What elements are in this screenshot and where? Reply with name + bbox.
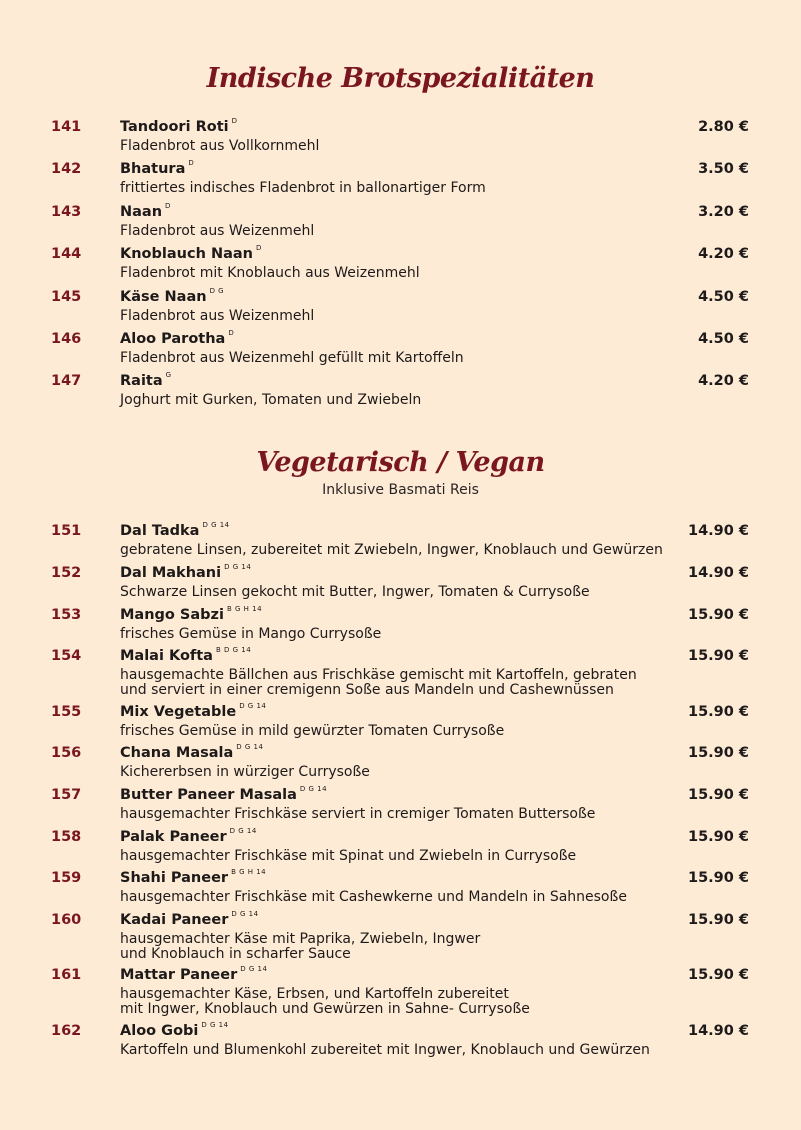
allergen-codes: D G 14 [202, 521, 230, 529]
item-price: 3.50 € [698, 161, 749, 177]
item-name-text: Aloo Gobi [120, 1023, 199, 1039]
item-price: 4.20 € [698, 373, 749, 389]
item-name [120, 246, 262, 262]
item-description: hausgemachter Käse mit Paprika, Zwiebeln, Ingwer und Knoblauch in scharfer Sauce [120, 931, 481, 962]
allergen-codes: B G H 14 [226, 605, 263, 613]
item-number: 155 [51, 704, 82, 720]
item-description: Joghurt mit Gurken, Tomaten und Zwiebeln [120, 392, 422, 408]
item-number: 144 [51, 246, 82, 262]
item-description: Fladenbrot aus Vollkornmehl [120, 138, 320, 154]
item-name [120, 870, 266, 886]
item-name [120, 161, 194, 177]
item-description: Fladenbrot aus Weizenmehl [120, 308, 315, 324]
item-name [120, 745, 263, 761]
item-number: 161 [51, 967, 82, 983]
allergen-codes: G [165, 371, 172, 379]
item-number: 156 [51, 745, 82, 761]
item-price: 15.90 € [687, 745, 749, 761]
item-price: 4.20 € [698, 246, 749, 262]
item-description: frisches Gemüse in Mango Currysoße [120, 626, 382, 642]
item-name-text: Naan [120, 204, 163, 220]
section-title-vegetarian: Vegetarisch / Vegan [256, 447, 545, 478]
item-description: frittiertes indisches Fladenbrot in ballonartiger Form [120, 180, 486, 196]
item-price: 2.80 € [698, 119, 749, 135]
item-price: 15.90 € [687, 787, 749, 803]
item-name-text: Raita [120, 373, 163, 389]
item-number: 141 [51, 119, 82, 135]
item-name [120, 1023, 229, 1039]
item-description: hausgemachter Frischkäse serviert in cremiger Tomaten Buttersoße [120, 806, 596, 822]
allergen-codes: D G 14 [224, 563, 252, 571]
item-price: 15.90 € [687, 829, 749, 845]
item-number: 151 [51, 523, 82, 539]
item-number: 145 [51, 289, 82, 305]
item-price: 14.90 € [687, 1023, 749, 1039]
allergen-codes: B D G 14 [215, 646, 252, 654]
section-title-bread: Indische Brotspezialitäten [206, 63, 595, 94]
item-price: 15.90 € [687, 648, 749, 664]
item-name-text: Mattar Paneer [120, 967, 238, 983]
item-name-text: Dal Makhani [120, 565, 222, 581]
item-description: Fladenbrot mit Knoblauch aus Weizenmehl [120, 265, 420, 281]
item-price: 15.90 € [687, 912, 749, 928]
item-name-text: Chana Masala [120, 745, 234, 761]
item-number: 162 [51, 1023, 82, 1039]
item-name [120, 565, 251, 581]
allergen-codes: D G 14 [201, 1021, 229, 1029]
item-description: Kichererbsen in würziger Currysoße [120, 764, 370, 780]
item-number: 146 [51, 331, 82, 347]
item-number: 147 [51, 373, 82, 389]
allergen-codes: D G [209, 287, 225, 295]
allergen-codes: D G 14 [299, 785, 328, 793]
item-number: 153 [51, 607, 82, 623]
item-name-text: Käse Naan [120, 289, 207, 305]
item-price: 3.20 € [698, 204, 749, 220]
item-name [120, 204, 171, 220]
item-price: 15.90 € [687, 704, 749, 720]
item-description: frisches Gemüse in mild gewürzter Tomaten Currysoße [120, 723, 505, 739]
section-subtitle: Inklusive Basmati Reis [322, 482, 479, 498]
item-number: 143 [51, 204, 82, 220]
item-price: 4.50 € [698, 331, 749, 347]
item-description: hausgemachte Bällchen aus Frischkäse gemischt mit Kartoffeln, gebraten und serviert in einer cremigenn Soße aus Mandeln und Cashewnüssen [120, 667, 637, 698]
item-description: hausgemachter Frischkäse mit Spinat und Zwiebeln in Currysoße [120, 848, 577, 864]
allergen-codes: D G 14 [239, 702, 267, 710]
item-name [120, 704, 266, 720]
item-description: hausgemachter Käse, Erbsen, und Kartoffeln zubereitet mit Ingwer, Knoblauch und Gewürzen in Sahne- Currysoße [120, 986, 530, 1017]
item-name-text: Dal Tadka [120, 523, 200, 539]
item-price: 14.90 € [687, 523, 749, 539]
allergen-codes: D [255, 244, 262, 252]
item-name [120, 829, 257, 845]
item-price: 15.90 € [687, 607, 749, 623]
item-description: hausgemachter Frischkäse mit Cashewkerne und Mandeln in Sahnesoße [120, 889, 627, 905]
item-name [120, 373, 172, 389]
item-name-text: Palak Paneer [120, 829, 227, 845]
allergen-codes: D G 14 [231, 910, 259, 918]
item-name-text: Mango Sabzi [120, 607, 224, 623]
item-name [120, 331, 234, 347]
item-name-text: Kadai Paneer [120, 912, 229, 928]
allergen-codes: D G 14 [236, 743, 264, 751]
item-description: Schwarze Linsen gekocht mit Butter, Ingwer, Tomaten & Currysoße [120, 584, 590, 600]
item-description: Fladenbrot aus Weizenmehl gefüllt mit Kartoffeln [120, 350, 464, 366]
item-number: 152 [51, 565, 82, 581]
allergen-codes: B G H 14 [231, 868, 267, 876]
allergen-codes: D G 14 [229, 827, 257, 835]
item-number: 158 [51, 829, 82, 845]
item-name [120, 912, 259, 928]
item-name [120, 119, 238, 135]
item-name-text: Mix Vegetable [120, 704, 237, 720]
item-name-text: Tandoori Roti [120, 119, 229, 135]
item-number: 159 [51, 870, 82, 886]
item-number: 154 [51, 648, 82, 664]
item-description: gebratene Linsen, zubereitet mit Zwiebeln, Ingwer, Knoblauch und Gewürzen [120, 542, 663, 558]
allergen-codes: D G 14 [240, 965, 268, 973]
allergen-codes: D [165, 202, 171, 210]
item-name-text: Knoblauch Naan [120, 246, 253, 262]
item-name [120, 787, 327, 803]
item-name-text: Shahi Paneer [120, 870, 229, 886]
item-name [120, 648, 251, 664]
item-name-text: Aloo Parotha [120, 331, 226, 347]
item-name [120, 289, 224, 305]
item-price: 15.90 € [687, 967, 749, 983]
item-name [120, 967, 267, 983]
item-number: 160 [51, 912, 82, 928]
item-price: 4.50 € [698, 289, 749, 305]
item-number: 157 [51, 787, 82, 803]
item-name [120, 607, 262, 623]
item-description: Kartoffeln und Blumenkohl zubereitet mit Ingwer, Knoblauch und Gewürzen [120, 1042, 650, 1058]
item-price: 14.90 € [687, 565, 749, 581]
item-name-text: Bhatura [120, 161, 186, 177]
item-description: Fladenbrot aus Weizenmehl [120, 223, 315, 239]
allergen-codes: D [231, 117, 238, 125]
item-name-text: Butter Paneer Masala [120, 787, 297, 803]
item-name-text: Malai Kofta [120, 648, 213, 664]
allergen-codes: D [228, 329, 235, 337]
item-number: 142 [51, 161, 82, 177]
item-price: 15.90 € [687, 870, 749, 886]
allergen-codes: D [188, 159, 195, 167]
item-name [120, 523, 230, 539]
